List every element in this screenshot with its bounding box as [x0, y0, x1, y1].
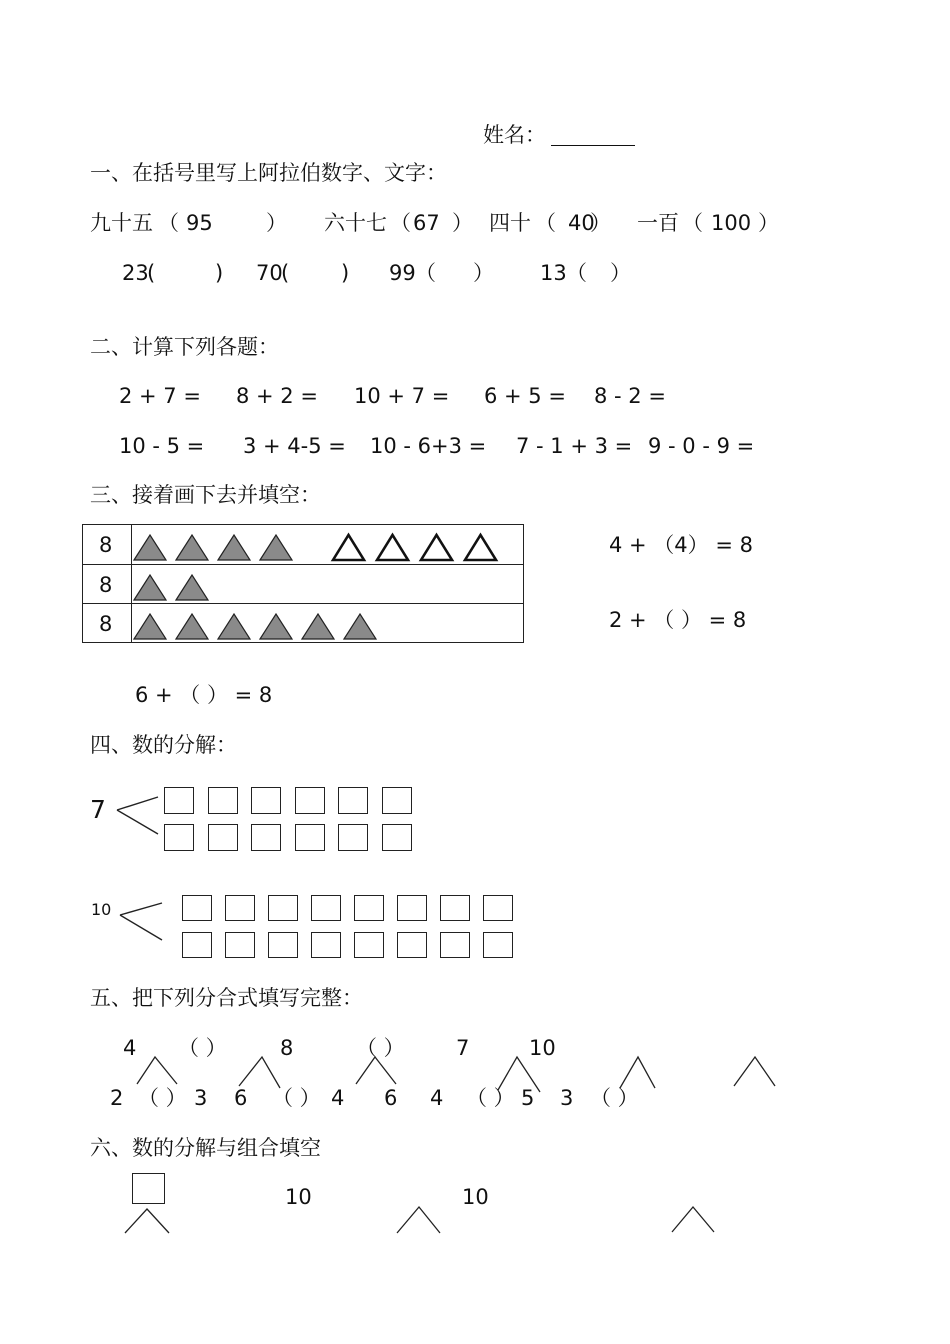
s2-problem: 9 - 0 - 9 = — [648, 434, 755, 458]
s1-close-3: ） — [590, 211, 611, 235]
section-4-title: 四、数的分解： — [90, 733, 237, 757]
s1-close-b3: ） — [473, 261, 494, 285]
tree-top[interactable]: （ ） — [178, 1036, 227, 1060]
s1-open-b1: ( — [147, 261, 156, 285]
row-total: 8 — [99, 612, 113, 636]
s1-num-2: 70 — [256, 261, 283, 285]
tree-leaf: 4 — [430, 1086, 444, 1110]
s1-close-1: ） — [266, 211, 287, 235]
s1-open-4: （ — [682, 211, 703, 235]
s2-problem: 10 - 5 = — [119, 434, 205, 458]
s6-label: 10 — [462, 1185, 489, 1209]
s1-word-2: 六十七 — [324, 211, 387, 235]
s1-open-b4: （ — [566, 261, 587, 285]
s1-num-1: 23 — [122, 261, 149, 285]
s2-problem: 10 - 6+3 = — [370, 434, 487, 458]
s1-open-b2: ( — [281, 261, 290, 285]
s2-problem: 10 + 7 = — [354, 384, 450, 408]
s1-word-4: 一百 — [637, 211, 679, 235]
s1-word-3: 四十 — [489, 211, 531, 235]
row-total: 8 — [99, 573, 113, 597]
s1-open-1: （ — [158, 211, 179, 235]
tree-leaf: 6 — [384, 1086, 398, 1110]
section-6-title: 六、数的分解与组合填空 — [90, 1136, 321, 1160]
row-total: 8 — [99, 533, 113, 557]
name-label: 姓名： — [483, 123, 546, 147]
s1-answer-2[interactable]: 67 — [413, 211, 440, 235]
tree-leaf: 3 — [560, 1086, 574, 1110]
s1-answer-4[interactable]: 100 — [711, 211, 752, 235]
s2-problem: 7 - 1 + 3 = — [516, 434, 633, 458]
tree-branch — [672, 1207, 714, 1232]
s2-problem: 6 + 5 = — [484, 384, 566, 408]
tree-leaf: 6 — [234, 1086, 248, 1110]
s2-problem: 2 + 7 = — [119, 384, 201, 408]
s1-close-4: ） — [758, 211, 779, 235]
tree-branch — [397, 1207, 440, 1233]
s1-close-2: ） — [452, 211, 473, 235]
equation-1: 4 + （4） = 8 — [609, 533, 753, 557]
tree-leaf: 2 — [110, 1086, 124, 1110]
s2-problem: 3 + 4-5 = — [243, 434, 346, 458]
tree-leaf[interactable]: （ ） — [466, 1086, 515, 1110]
s2-problem: 8 - 2 = — [594, 384, 666, 408]
s1-close-b1: ) — [215, 261, 224, 285]
split-number-10: 10 — [91, 900, 112, 919]
s1-open-2: （ — [390, 211, 411, 235]
tree-leaf[interactable]: （ ） — [138, 1086, 187, 1110]
s1-num-3: 99 — [389, 261, 416, 285]
s1-close-b4: ） — [610, 261, 631, 285]
s1-open-3: （ — [535, 211, 556, 235]
s2-problem: 8 + 2 = — [236, 384, 318, 408]
tree-top[interactable]: （ ） — [356, 1036, 405, 1060]
section-3-title: 三、接着画下去并填空： — [90, 483, 321, 507]
section-5-title: 五、把下列分合式填写完整： — [90, 986, 363, 1010]
s1-num-4: 13 — [540, 261, 567, 285]
split-number-7: 7 — [90, 795, 106, 824]
equation-2: 2 + （ ） = 8 — [609, 608, 747, 632]
s1-answer-1[interactable]: 95 — [186, 211, 213, 235]
tree-leaf[interactable]: （ ） — [272, 1086, 321, 1110]
tree-leaf: 4 — [331, 1086, 345, 1110]
tree-top: 10 — [529, 1036, 556, 1060]
equation-3: 6 + （ ） = 8 — [135, 683, 273, 707]
tree-branch — [125, 1209, 169, 1233]
tree-leaf: 5 — [521, 1086, 535, 1110]
tree-leaf: 3 — [194, 1086, 208, 1110]
s1-answer-3[interactable]: 40 — [568, 211, 595, 235]
s1-close-b2: ) — [341, 261, 350, 285]
s1-word-1: 九十五 — [90, 211, 153, 235]
section-1-title: 一、在括号里写上阿拉伯数字、文字： — [90, 161, 447, 185]
tree-top: 7 — [456, 1036, 470, 1060]
tree-leaf[interactable]: （ ） — [590, 1086, 639, 1110]
tree-top: 4 — [123, 1036, 137, 1060]
tree-top: 8 — [280, 1036, 294, 1060]
s1-open-b3: （ — [415, 261, 436, 285]
section-2-title: 二、计算下列各题： — [90, 335, 279, 359]
s6-label: 10 — [285, 1185, 312, 1209]
